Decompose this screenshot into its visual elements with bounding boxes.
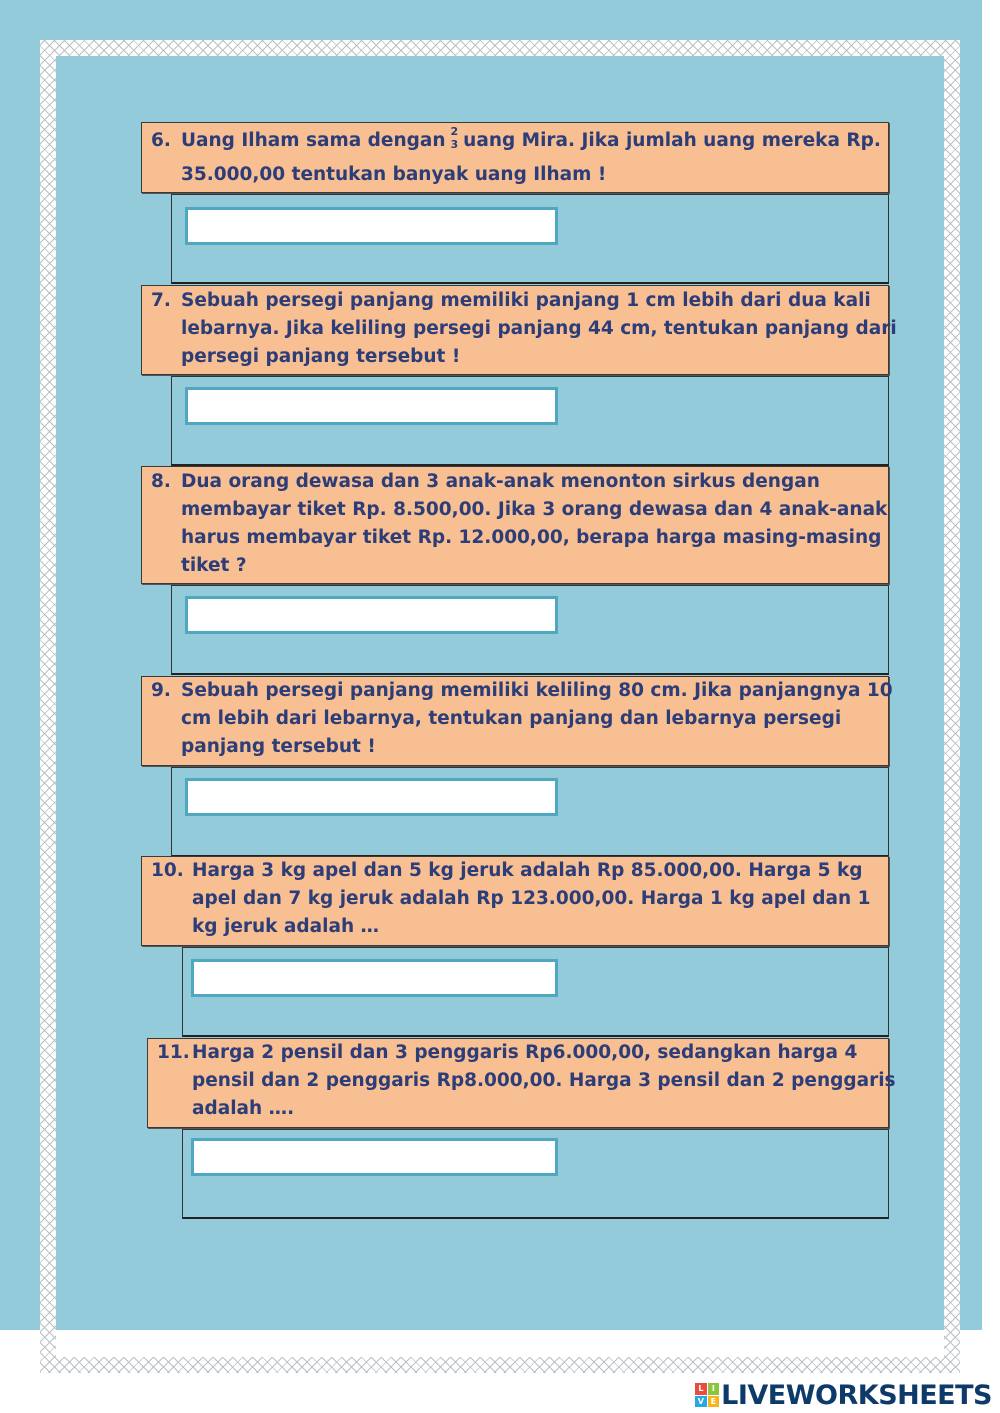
logo-letter: V: [695, 1396, 707, 1408]
question-text: Dua orang dewasa dan 3 anak-anak menonton sirkus dengan: [181, 471, 820, 492]
logo-letter: E: [708, 1396, 720, 1408]
question-text: membayar tiket Rp. 8.500,00. Jika 3 orang dewasa dan 4 anak-anak: [181, 499, 888, 520]
question-text-part: Uang Ilham sama dengan: [181, 130, 446, 151]
question-number: 11.: [157, 1042, 190, 1063]
bottom-band: [56, 1330, 944, 1357]
question-text: kg jeruk adalah …: [192, 916, 380, 937]
fraction: [451, 125, 459, 151]
answer-input-8[interactable]: [185, 596, 558, 634]
question-text: lebarnya. Jika keliling persegi panjang 44 cm, tentukan panjang dari: [181, 318, 897, 339]
answer-input-6[interactable]: [185, 207, 558, 245]
question-text: apel dan 7 kg jeruk adalah Rp 123.000,00. Harga 1 kg apel dan 1: [192, 888, 871, 909]
question-number: 9.: [151, 680, 171, 701]
question-text: [181, 127, 881, 155]
question-text: persegi panjang tersebut !: [181, 346, 461, 367]
question-text-part: uang Mira. Jika jumlah uang mereka Rp.: [463, 130, 881, 151]
question-text: cm lebih dari lebarnya, tentukan panjang dan lebarnya persegi: [181, 708, 842, 729]
liveworksheets-logo: [695, 1378, 992, 1412]
question-number: 8.: [151, 471, 171, 492]
question-text: panjang tersebut !: [181, 736, 376, 757]
logo-letter: L: [695, 1383, 707, 1395]
question-text: Sebuah persegi panjang memiliki keliling 80 cm. Jika panjangnya 10: [181, 680, 893, 701]
fraction-denominator: 3: [450, 138, 459, 151]
question-text: adalah ….: [192, 1098, 295, 1119]
answer-input-10[interactable]: [191, 959, 558, 997]
question-text: harus membayar tiket Rp. 12.000,00, berapa harga masing-masing: [181, 527, 882, 548]
question-number: 6.: [151, 130, 171, 151]
question-number: 10.: [151, 860, 184, 881]
logo-letter: I: [708, 1383, 720, 1395]
question-text: Harga 3 kg apel dan 5 kg jeruk adalah Rp 85.000,00. Harga 5 kg: [192, 860, 863, 881]
answer-input-11[interactable]: [191, 1138, 558, 1176]
question-text: Sebuah persegi panjang memiliki panjang 1 cm lebih dari dua kali: [181, 290, 871, 311]
question-text: tiket ?: [181, 555, 247, 576]
question-number: 7.: [151, 290, 171, 311]
question-text: Harga 2 pensil dan 3 penggaris Rp6.000,00, sedangkan harga 4: [192, 1042, 858, 1063]
question-text: pensil dan 2 penggaris Rp8.000,00. Harga 3 pensil dan 2 penggaris: [192, 1070, 896, 1091]
brand-name: LIVEWORKSHEETS: [721, 1379, 992, 1411]
answer-input-9[interactable]: [185, 778, 558, 816]
logo-icon: [695, 1383, 719, 1407]
question-text: 35.000,00 tentukan banyak uang Ilham !: [181, 164, 607, 185]
answer-input-7[interactable]: [185, 387, 558, 425]
fraction-numerator: 2: [450, 125, 459, 138]
